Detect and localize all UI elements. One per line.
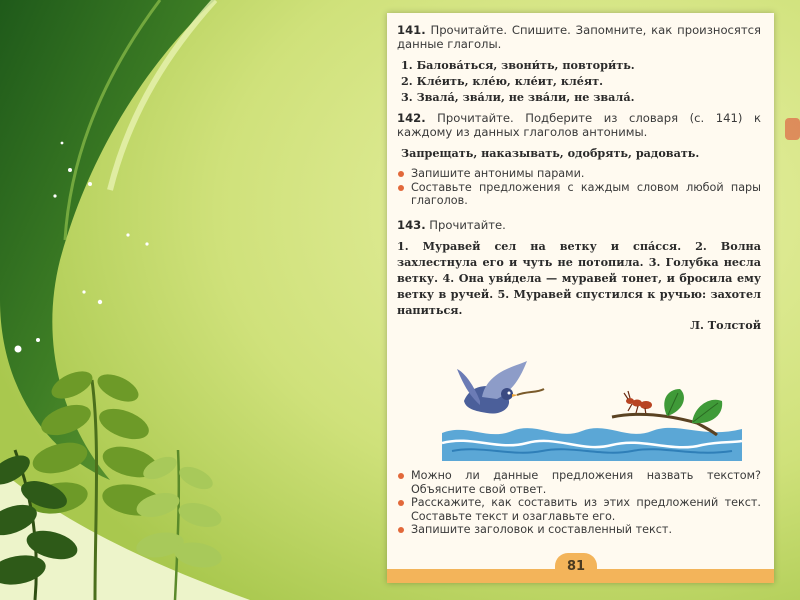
task-143-title — [397, 218, 761, 232]
task-143-story: 1. Муравей сел на ветку и спа́сся. 2. Волна захлестнула его и чуть не потопила. 3. Голубка несла ветку. 4. Она уви́дела — муравей тонет, и бросила ему ветку в ручей. 5. Муравей спустился к ручью: захотел напиться. — [397, 238, 761, 317]
task-143-author: Л. Толстой — [690, 317, 761, 332]
task-141-number: 141. — [397, 23, 426, 37]
task-141-line-3: 3. Звала́, зва́ли, не зва́ли, не звала́. — [401, 90, 635, 104]
task-141-line-2: 2. Кле́ить, кле́ю, кле́ит, кле́ят. — [401, 74, 603, 88]
task-141-text: Прочитайте. Спишите. Запомните, как произносятся данные глаголы. — [397, 23, 762, 51]
task-143-bullets — [397, 469, 761, 537]
task-141-title — [397, 23, 761, 51]
page-content — [397, 23, 761, 332]
task-143-bullet-2: Расскажите, как составить из этих предложений текст. Составьте текст и озаглавьте его. — [397, 496, 761, 523]
task-143-text: Прочитайте. — [429, 217, 506, 232]
task-143-bullet-3: Запишите заголовок и составленный текст. — [397, 523, 761, 537]
task-143-number: 143. — [397, 217, 426, 232]
task-142-bullet-2: Составьте предложения с каждым словом любой пары глаголов. — [397, 181, 761, 208]
task-142-words: Запрещать, наказывать, одобрять, радовать. — [401, 146, 700, 160]
task-142-title — [397, 111, 761, 139]
task-142-bullet-1: Запишите антонимы парами. — [397, 167, 761, 181]
task-143-bullet-1: Можно ли данные предложения назвать текстом? Объясните свой ответ. — [397, 469, 761, 496]
task-141-line-1: 1. Балова́ться, звони́ть, повтори́ть. — [401, 58, 635, 72]
dove-ant-illustration — [442, 361, 742, 461]
task-142-text: Прочитайте. Подберите из словаря (с. 141) к каждому из данных глаголов антонимы. — [397, 111, 762, 139]
task-143-questions — [397, 469, 761, 537]
task-142-number: 142. — [397, 111, 426, 125]
textbook-page — [387, 13, 774, 583]
task-142-bullets — [397, 167, 761, 208]
page-number: 81 — [555, 553, 597, 579]
